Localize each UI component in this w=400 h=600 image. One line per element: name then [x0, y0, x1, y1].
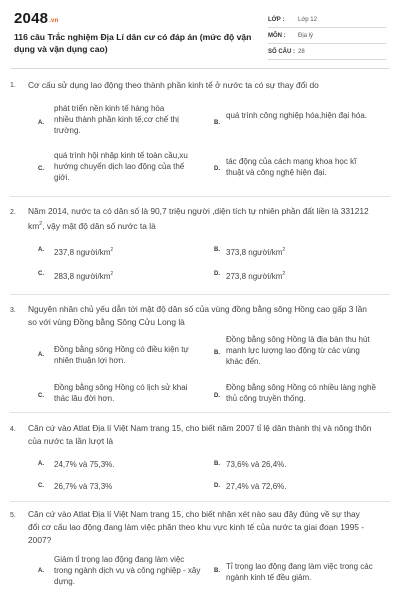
question-text: Căn cứ vào Atlat Địa lí Việt Nam trang 15, cho biết nhận xét nào sau đây đúng về sự thay đổi cơ cấu lao động đang làm việc phân theo khu vực kinh tế của nước ta giai đoạn 1995 - 2007?	[28, 509, 365, 545]
document-title: 116 câu Trắc nghiệm Địa Lí dân cư có đáp án (mức độ vận dụng và vận dụng cao)	[14, 32, 252, 54]
meta-row-count	[268, 46, 386, 60]
option-letter: A.	[38, 352, 44, 358]
question-number: 5.	[10, 512, 16, 519]
question-number: 2.	[10, 209, 16, 216]
option-letter: D.	[214, 271, 220, 277]
meta-label: LỚP :	[268, 17, 285, 23]
logo-main: 2048	[14, 10, 49, 27]
option-letter: C.	[38, 271, 44, 277]
question-number: 4.	[10, 426, 16, 433]
option-b[interactable]: Đồng bằng sông Hồng là địa bàn thu hút mạnh lực lượng lao động từ các vùng khác đến.	[226, 335, 370, 366]
option-letter: C.	[38, 393, 44, 399]
option-b[interactable]: Tỉ trọng lao động đang làm việc trong các ngành kinh tế đều giảm.	[226, 562, 373, 582]
meta-value: 28	[298, 49, 305, 55]
option-letter: D.	[214, 166, 220, 172]
header-divider	[10, 68, 390, 69]
question-divider	[10, 412, 390, 413]
option-b[interactable]: 373,8 người/$km^2$	[226, 247, 286, 257]
question-divider	[10, 501, 390, 502]
option-d[interactable]: Đồng bằng sông Hồng có nhiều làng nghề thủ công truyền thống.	[226, 383, 376, 403]
question-text: Nguyên nhân chủ yếu dẫn tới mật độ dân số của vùng đồng bằng sông Hồng cao gấp 3 lần so với vùng Đồng bằng Sông Cửu Long là	[28, 304, 367, 327]
option-c[interactable]: Đồng bằng sông Hồng có lịch sử khai thác lâu đời hơn.	[54, 383, 188, 403]
option-letter: A.	[38, 568, 44, 574]
option-letter: D.	[214, 393, 220, 399]
question-divider	[10, 196, 390, 197]
option-letter: B.	[214, 568, 220, 574]
option-a[interactable]: Đồng bằng sông Hồng có điều kiện tự nhiên thuận lợi hơn.	[54, 345, 189, 365]
option-a[interactable]: phát triển nền kinh tế hàng hóa nhiều thành phần kinh tế,cơ chế thị trường.	[54, 104, 179, 135]
question-text: Căn cứ vào Atlat Địa lí Việt Nam trang 15, cho biết năm 2007 tỉ lệ dân thành thị và nông thôn của nước ta lần lượt là	[28, 423, 372, 446]
option-d[interactable]: 27,4% và 72,6%.	[226, 482, 287, 491]
option-letter: C.	[38, 483, 44, 489]
option-letter: A.	[38, 461, 44, 467]
option-c[interactable]: 283,8 người/$km^2$	[54, 271, 114, 281]
option-b[interactable]: 73,6% và 26,4%.	[226, 460, 287, 469]
question-number: 1.	[10, 82, 16, 89]
option-d[interactable]: 273,8 người/$km^2$	[226, 271, 286, 281]
option-letter: A.	[38, 247, 44, 253]
option-letter: B.	[214, 247, 220, 253]
option-a[interactable]: Giảm tỉ trọng lao động đang làm việc trong ngành dịch vụ và công nghiệp - xây dựng.	[54, 555, 201, 586]
option-d[interactable]: tác động của cách mạng khoa học kĩ thuật và công nghệ hiện đại.	[226, 157, 357, 177]
logo-suffix: .vn	[49, 18, 59, 24]
meta-value: Lớp 12	[298, 17, 317, 23]
question-text: Năm 2014, nước ta có dân số là 90,7 triệu người ,diện tích tự nhiên phần đất liền là 331212 $km^2$, vậy mật độ dân số nước ta là	[28, 206, 369, 231]
question-number: 3.	[10, 307, 16, 314]
option-b[interactable]: quá trình công nghiệp hóa,hiện đại hóa.	[226, 111, 368, 120]
document-meta	[268, 14, 386, 62]
option-a[interactable]: 24,7% và 75,3%.	[54, 460, 115, 469]
meta-label: MÔN :	[268, 33, 286, 39]
meta-value: Địa lý	[298, 33, 314, 39]
meta-row-subject	[268, 30, 386, 44]
question-divider	[10, 294, 390, 295]
option-letter: B.	[214, 350, 220, 356]
option-c[interactable]: quá trình hội nhập kinh tế toàn cầu,xu hướng chuyển dịch lao động của thế giới.	[54, 151, 188, 182]
question-text: Cơ cấu sử dụng lao động theo thành phần kinh tế ở nước ta có sự thay đổi do	[28, 80, 319, 90]
option-letter: D.	[214, 483, 220, 489]
page-header	[14, 10, 386, 62]
site-logo[interactable]	[14, 10, 58, 27]
option-letter: B.	[214, 461, 220, 467]
option-a[interactable]: 237,8 người/$km^2$	[54, 247, 114, 257]
meta-row-class	[268, 14, 386, 28]
option-letter: B.	[214, 120, 220, 126]
option-c[interactable]: 26,7% và 73,3%	[54, 482, 113, 491]
option-letter: C.	[38, 166, 44, 172]
meta-label: SỐ CÂU :	[268, 49, 295, 55]
option-letter: A.	[38, 120, 44, 126]
